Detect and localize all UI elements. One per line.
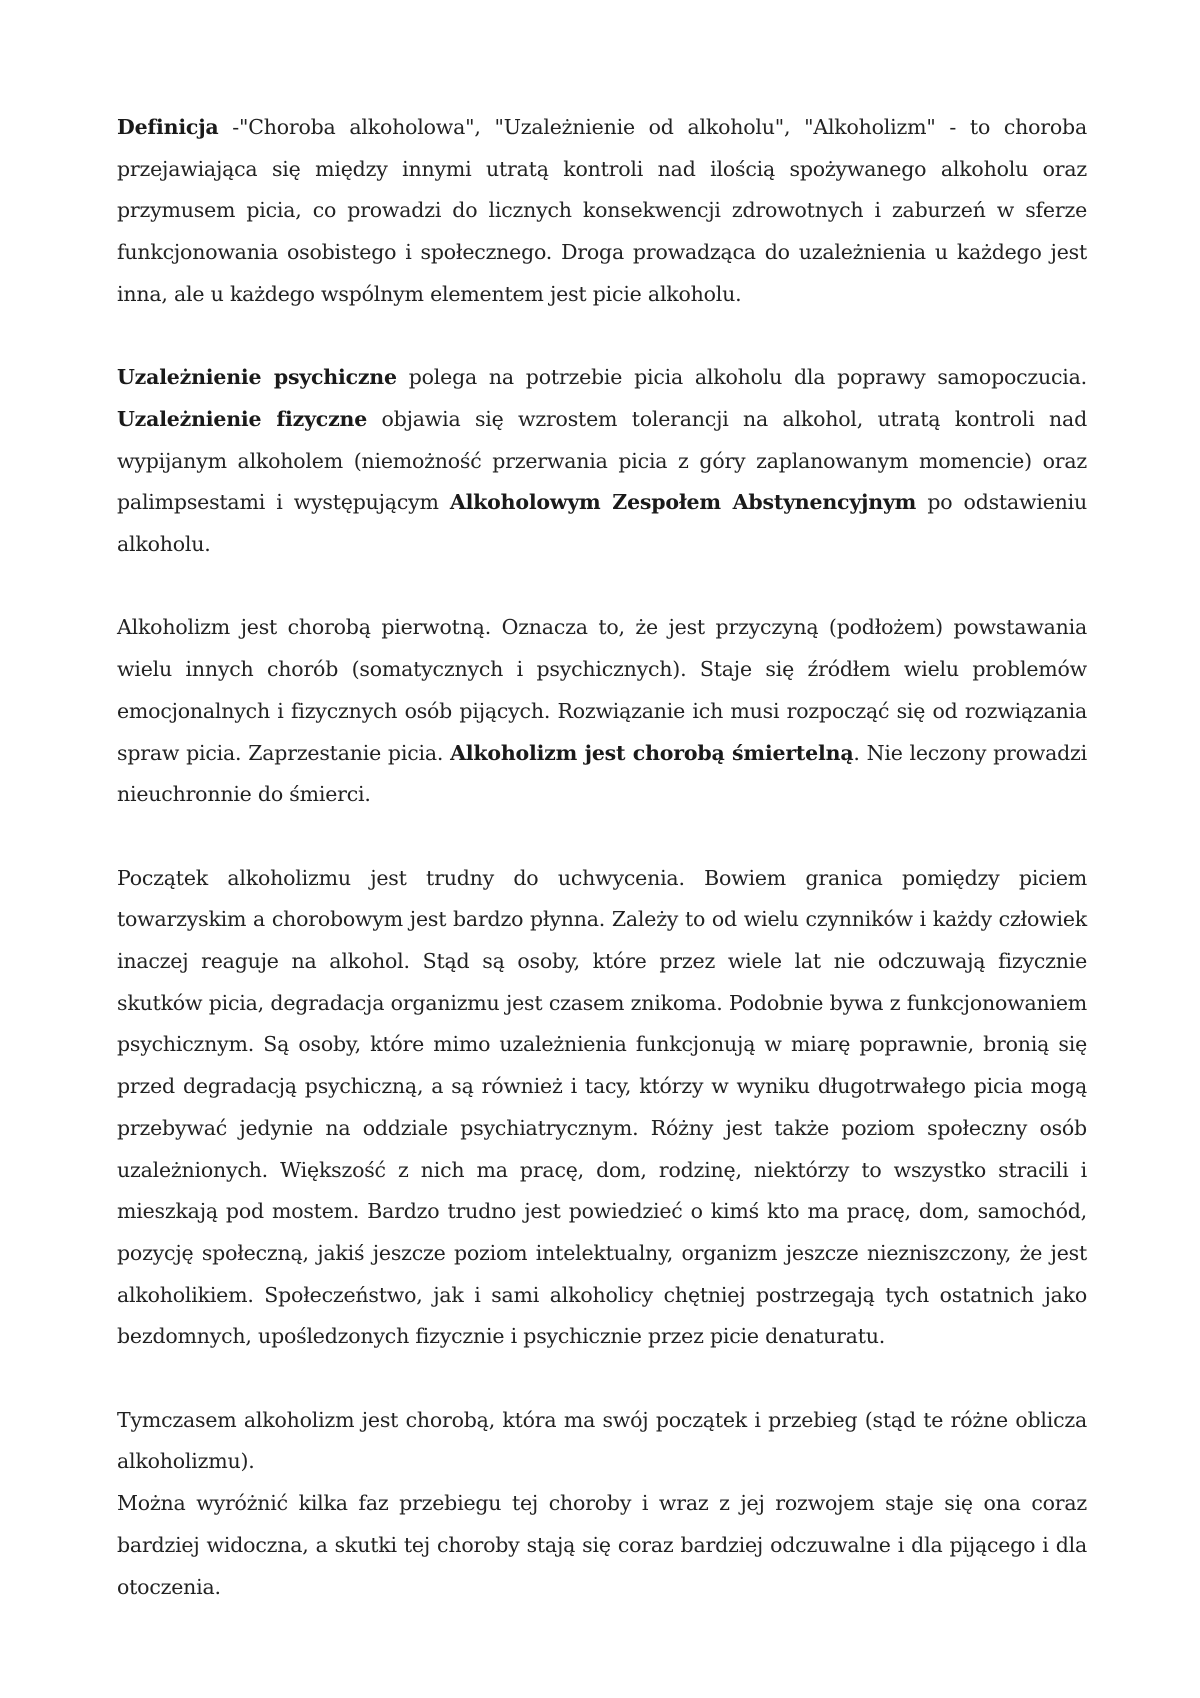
definition-text: -"Choroba alkoholowa", "Uzależnienie od alkoholu", "Alkoholizm" - to choroba przejawiająca się między innymi utratą kontroli nad ilością spożywanego alkoholu oraz przymusem picia, co prowadzi do licznych konsekwencji zdrowotnych i zaburzeń w sferze funkcjonowania osobistego i społecznego. Droga prowadząca do uzależnienia u każdego jest inna, ale u każdego wspólnym elementem jest picie alkoholu. (117, 115, 1087, 306)
paragraph-dependence-types (117, 357, 1087, 566)
physical-dependence-text: objawia się wzrostem tolerancji na alkohol, utratą kontroli nad wypijanym alkoholem (niemożność przerwania picia z góry zaplanowanym momencie) oraz palimpsestami i występującym (117, 406, 1087, 515)
withdrawal-text: po odstawieniu alkoholu. (117, 490, 1087, 557)
term-withdrawal-syndrome: Alkoholowym Zespołem Abstynencyjnym (449, 490, 917, 515)
document-body (117, 107, 1087, 1650)
primary-disease-text: Alkoholizm jest chorobą pierwotną. Oznacza to, że jest przyczyną (podłożem) powstawania wielu innych chorób (somatycznych i psychicznych). Staje się źródłem wielu problemów emocjonalnych i fizycznych osób pijących. Rozwiązanie ich musi rozpocząć się od rozwiązania spraw picia. Zaprzestanie picia. (117, 615, 1087, 765)
psychological-dependence-text: polega na potrzebie picia alkoholu dla poprawy samopoczucia. (396, 365, 1087, 390)
course-text: Tymczasem alkoholizm jest chorobą, która ma swój początek i przebieg (stąd te różne oblicza alkoholizmu). (117, 1407, 1087, 1474)
term-definition: Definicja (117, 115, 219, 139)
term-physical-dependence: Uzależnienie fizyczne (117, 406, 368, 431)
paragraph-course (117, 1400, 1087, 1483)
onset-text: Początek alkoholizmu jest trudny do uchwycenia. Bowiem granica pomiędzy piciem towarzyskim a chorobowym jest bardzo płynna. Zależy to od wielu czynników i każdy człowiek inaczej reaguje na alkohol. Stąd są osoby, które przez wiele lat nie odczuwają fizycznie skutków picia, degradacja organizmu jest czasem znikoma. Podobnie bywa z funkcjonowaniem psychicznym. Są osoby, które mimo uzależnienia funkcjonują w miarę poprawnie, bronią się przed degradacją psychiczną, a są również i tacy, którzy w wyniku długotrwałego picia mogą przebywać jedynie na oddziale psychiatrycznym. Różny jest także poziom społeczny osób uzależnionych. Większość z nich ma pracę, dom, rodzinę, niektórzy to wszystko stracili i mieszkają pod mostem. Bardzo trudno jest powiedzieć o kimś kto ma pracę, dom, samochód, pozycję społeczną, jakiś jeszcze poziom intelektualny, organizm jeszcze niezniszczony, że jest alkoholikiem. Społeczeństwo, jak i sami alkoholicy chętniej postrzegają tych ostatnich jako bezdomnych, upośledzonych fizycznie i psychicznie przez picie denaturatu. (117, 865, 1087, 1349)
paragraph-primary-disease (117, 607, 1087, 816)
term-psychological-dependence: Uzależnienie psychiczne (117, 365, 397, 390)
paragraph-phases (117, 1483, 1087, 1608)
term-fatal-disease: Alkoholizm jest chorobą śmiertelną (450, 740, 854, 765)
paragraph-onset (117, 858, 1087, 1358)
phases-text: Można wyróżnić kilka faz przebiegu tej choroby i wraz z jej rozwojem staje się ona coraz bardziej widoczna, a skutki tej choroby stają się coraz bardziej odczuwalne i dla pijącego i dla otoczenia. (117, 1491, 1087, 1599)
paragraph-definition (117, 107, 1087, 316)
fatal-disease-text: . Nie leczony prowadzi nieuchronnie do śmierci. (117, 740, 1088, 807)
